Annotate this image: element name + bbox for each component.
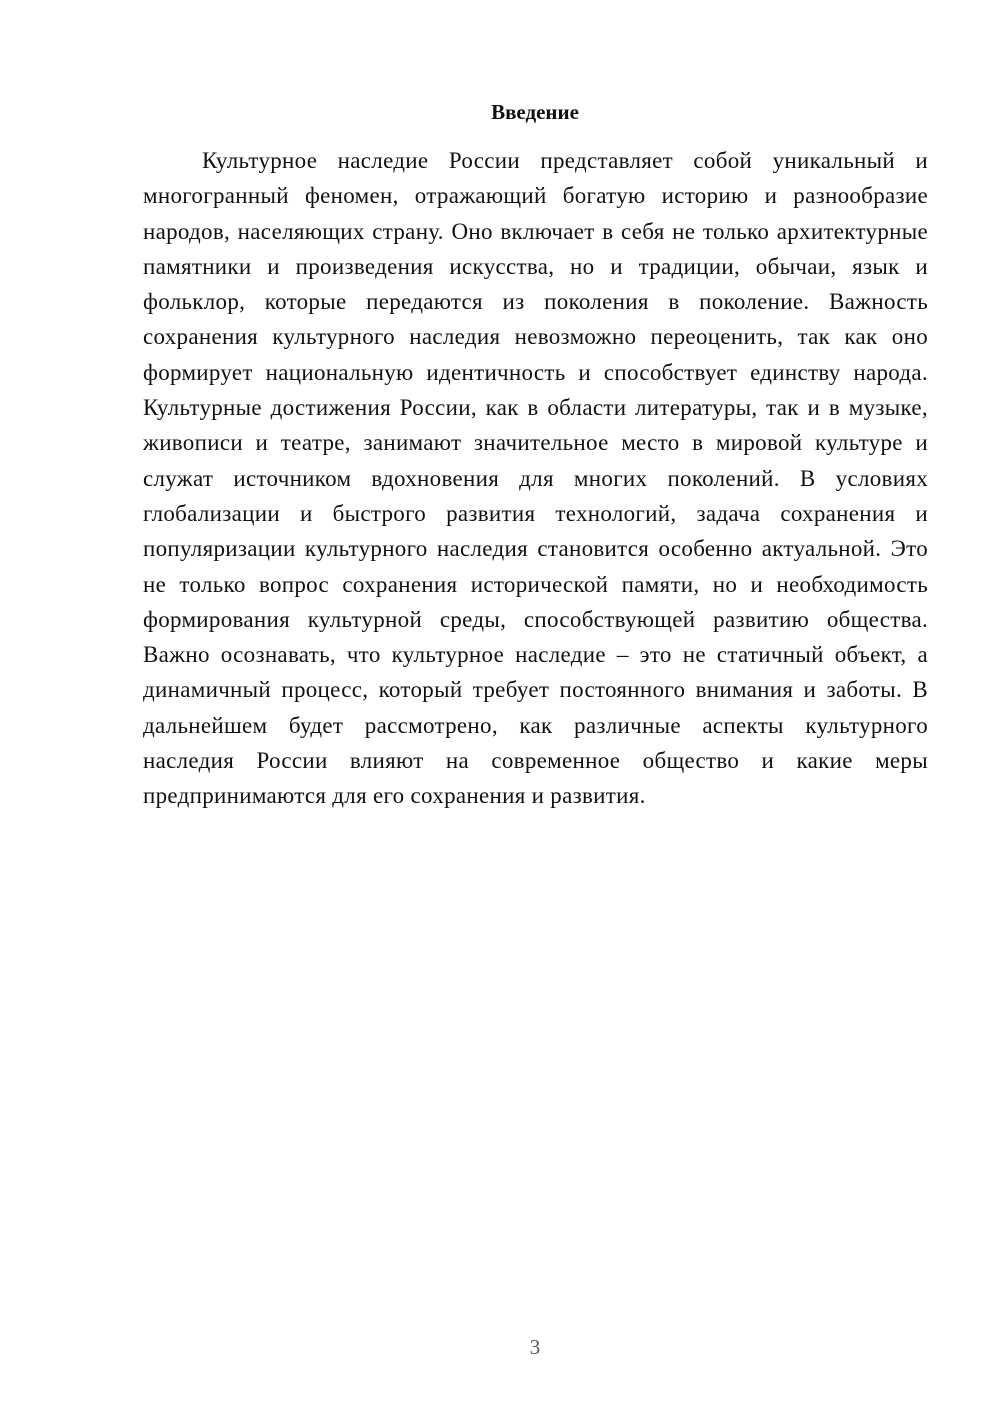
page-number: 3 [529,1335,541,1359]
body-paragraph: Культурное наследие России представляет собой уникальный и многогранный феномен, отражающий богатую историю и разнообразие народов, населяющих страну. Оно включает в себя не только архитектурные памятники и произведения искусства, но и традиции, обычаи, язык и фольклор, которые передаются из поколения в поколение. Важность сохранения культурного наследия невозможно переоценить, так как оно формирует национальную идентичность и способствует единству народа. Культурные достижения России, как в области литературы, так и в музыке, живописи и театре, занимают значительное место в мировой культуре и служат источником вдохновения для многих поколений. В условиях глобализации и быстрого развития технологий, задача сохранения и популяризации культурного наследия становится особенно актуальной. Это не только вопрос сохранения исторической памяти, но и необходимость формирования культурной среды, способствующей развитию общества. Важно осознавать, что культурное наследие – это не статичный объект, а динамичный процесс, который требует постоянного внимания и заботы. В дальнейшем будет рассмотрено, как различные аспекты культурного наследия России влияют на современное общество и какие меры предпринимаются для его сохранения и развития. [143,148,928,809]
section-heading: Введение [491,100,579,124]
